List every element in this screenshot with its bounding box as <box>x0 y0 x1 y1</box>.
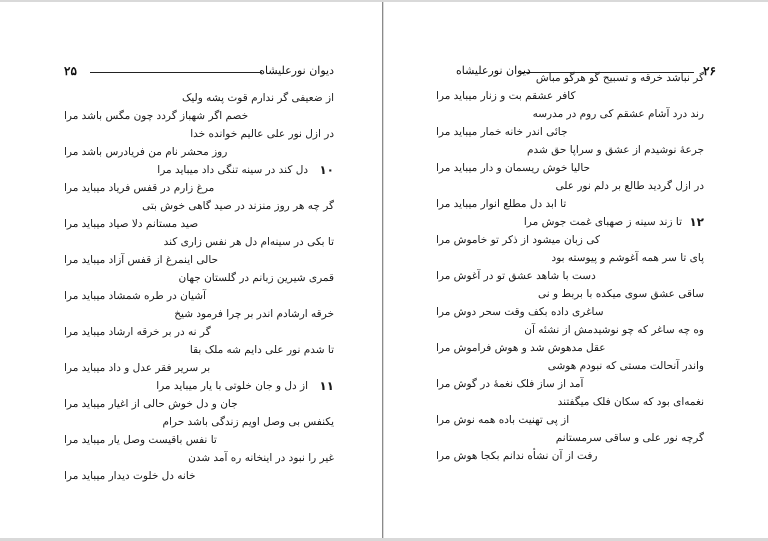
verse-text: واندر آنحالت مستی که نبودم هوشی <box>547 360 704 372</box>
verse-text: جان و دل خوش حالی از اغیار میباید مرا <box>64 398 238 410</box>
book-title: دیوان نورعلیشاه <box>259 64 334 77</box>
verse-text: دست با شاهد عشق تو در آغوش مرا <box>436 270 596 282</box>
verse-line <box>64 360 334 378</box>
verse-text: از پی تهنیت باده همه نوش مرا <box>436 414 570 426</box>
verse-text: کی زبان میشود از ذکر تو خاموش مرا <box>436 234 600 246</box>
verse-line <box>64 252 334 270</box>
verse-line <box>64 306 334 324</box>
verse-text: مرغ زارم در قفس فریاد میباید مرا <box>64 182 215 194</box>
verse-text: جائی اندر خانه خمار میباید مرا <box>436 126 568 138</box>
verse-text: قمری شیرین زبانم در گلستان جهان <box>178 272 334 284</box>
verse-text: صید مستانم دلا صیاد میباید مرا <box>64 218 199 230</box>
verse-line <box>436 412 704 430</box>
verse-line <box>436 304 704 322</box>
page-number: ۲۵ <box>64 64 77 78</box>
verse-line <box>436 106 704 124</box>
verse-text: آمد از ساز فلک نغمهٔ در گوش مرا <box>436 378 584 390</box>
verse-line <box>64 234 334 252</box>
verse-line <box>436 160 704 178</box>
verse-text: تا بکی در سینه‌ام دل هر نفس زاری کند <box>163 236 334 248</box>
verse-line <box>436 232 704 250</box>
verse-line <box>64 378 334 396</box>
verse-text: پای تا سر همه آغوشم و پیوسته بود <box>551 252 704 264</box>
verse-line <box>436 70 704 88</box>
verse-text: تا نفس باقیست وصل یار میباید مرا <box>64 434 217 446</box>
verse-line <box>64 90 334 108</box>
verse-line <box>436 286 704 304</box>
verse-text: خصم اگر شهباز گردد چون مگس باشد مرا <box>64 110 249 122</box>
verse-text: از دل و جان خلوتی با یار میباید مرا <box>156 380 308 392</box>
verse-text: وه چه ساغر که چو نوشیدمش از نشئه آن <box>524 324 704 336</box>
verse-text: در ازل گردید طالع بر دلم نور علی <box>555 180 704 192</box>
verse-line <box>436 214 704 232</box>
verse-line <box>64 342 334 360</box>
verse-line <box>64 216 334 234</box>
ghazal-number: ۱۲ <box>689 215 704 229</box>
verse-text: نغمه‌ای بود که سکان فلک میگفتند <box>557 396 704 408</box>
verse-text: در ازل نور علی عالیم خوانده خدا <box>190 128 334 140</box>
verse-line <box>64 288 334 306</box>
verse-line <box>64 324 334 342</box>
verse-line <box>436 358 704 376</box>
verse-line <box>64 270 334 288</box>
verse-line <box>436 124 704 142</box>
left-page-header <box>64 64 334 82</box>
verse-line <box>64 414 334 432</box>
page-number: ۲۶ <box>703 64 716 78</box>
verse-text: گر نباشد خرقه و تسبیح گو هرگو مباش <box>535 72 704 84</box>
verse-text: گرچه نور علی و ساقی سرمستانم <box>555 432 704 444</box>
verse-line <box>436 178 704 196</box>
verse-line <box>436 322 704 340</box>
verse-text: روز محشر نام من فریادرس باشد مرا <box>64 146 228 158</box>
verse-line <box>436 340 704 358</box>
verse-text: رند درد آشام عشقم کی روم در مدرسه <box>532 108 704 120</box>
verse-line <box>436 430 704 448</box>
verse-text: آشیان در طره شمشاد میباید مرا <box>64 290 206 302</box>
verse-line <box>436 448 704 466</box>
verse-line <box>64 144 334 162</box>
verse-text: یکنفس بی وصل اویم زندگی باشد حرام <box>162 416 334 428</box>
verse-text: گر نه در بر خرقه ارشاد میباید مرا <box>64 326 211 338</box>
verse-text: جرعهٔ نوشیدم از عشق و سراپا حق شدم <box>526 144 704 156</box>
verse-text: خرقه ارشادم اندر بر چرا فرمود شیخ <box>174 308 334 320</box>
verse-line <box>436 250 704 268</box>
right-page <box>384 2 768 538</box>
verse-line <box>64 468 334 486</box>
verse-line <box>436 268 704 286</box>
verse-line <box>64 108 334 126</box>
verse-text: خانه دل خلوت دیدار میباید مرا <box>64 470 196 482</box>
verse-text: بر سریر فقر عدل و داد میباید مرا <box>64 362 211 374</box>
verse-text: حالی اینمرغ از قفس آزاد میباید مرا <box>64 254 219 266</box>
verse-line <box>64 180 334 198</box>
verse-text: حالیا خوش ریسمان و دار میباید مرا <box>436 162 591 174</box>
ghazal-number: ۱۱ <box>319 379 334 393</box>
verse-line <box>64 126 334 144</box>
verse-line <box>436 88 704 106</box>
verse-text: رفت از آن نشأه ندانم بکجا هوش مرا <box>436 450 598 462</box>
header-rule <box>90 72 262 73</box>
verse-text: عقل مدهوش شد و هوش فراموش مرا <box>436 342 606 354</box>
verse-text: گر چه هر روز منزند در صید گاهی خوش بتی <box>142 200 334 212</box>
verse-line <box>436 376 704 394</box>
verse-text: از ضعیفی گر ندارم قوت پشه ولیک <box>181 92 334 104</box>
verse-line <box>64 162 334 180</box>
verse-list <box>64 90 334 486</box>
left-page <box>0 2 383 538</box>
verse-text: تا شدم نور علی دایم شه ملک بقا <box>189 344 334 356</box>
verse-line <box>64 450 334 468</box>
verse-list <box>436 70 704 466</box>
verse-line <box>64 396 334 414</box>
verse-text: غیر را نبود در اینخانه ره آمد شدن <box>188 452 334 464</box>
verse-line <box>64 198 334 216</box>
verse-text: کافر عشقم بت و زنار میباید مرا <box>436 90 576 102</box>
verse-text: تا زند سینه ز صهبای غمت جوش مرا <box>523 216 682 228</box>
verse-line <box>436 196 704 214</box>
verse-text: ساغری داده بکف وقت سحر دوش مرا <box>436 306 604 318</box>
verse-line <box>436 394 704 412</box>
verse-text: ساقی عشق سوی میکده با بربط و نی <box>537 288 704 300</box>
verse-line <box>64 432 334 450</box>
book-title: دیوان نورعلیشاه <box>456 64 531 77</box>
verse-line <box>436 142 704 160</box>
ghazal-number: ۱۰ <box>319 163 334 177</box>
verse-text: دل کند در سینه تنگی داد میباید مرا <box>157 164 308 176</box>
verse-text: تا ابد دل مطلع انوار میباید مرا <box>436 198 567 210</box>
